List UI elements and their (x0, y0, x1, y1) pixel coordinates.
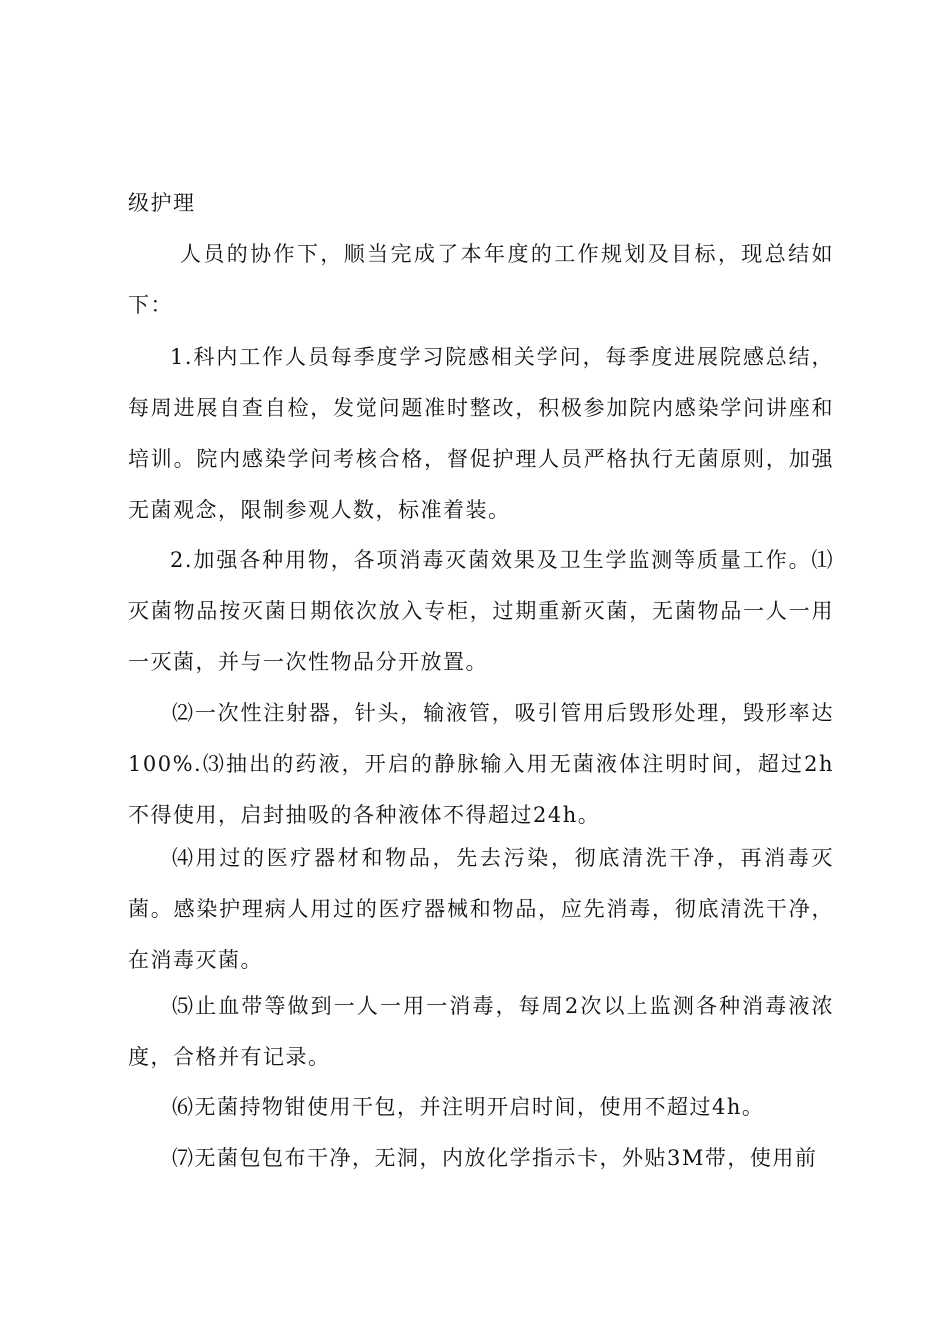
paragraph-text: ⑸止血带等做到一人一用一消毒，每周2次以上监测各种消毒液浓度，合格并有记录。 (128, 994, 834, 1069)
paragraph-text: 1.科内工作人员每季度学习院感相关学问，每季度进展院感总结，每周进展自查自检，发觉问题准时整改，积极参加院内感染学问讲座和培训。院内感染学问考核合格，督促护理人员严格执行无菌原则，加强无菌观念，限制参观人数，标准着装。 (128, 345, 834, 522)
paragraph-text: ⑵一次性注射器，针头，输液管，吸引管用后毁形处理，毁形率达100%.⑶抽出的药液，开启的静脉输入用无菌液体注明时间，超过2h不得使用，启封抽吸的各种液体不得超过24h。 (128, 701, 834, 827)
paragraph-text: ⑺无菌包包布干净，无洞，内放化学指示卡，外贴3M带，使用前 (172, 1146, 818, 1170)
document-heading (128, 178, 834, 229)
paragraph-1 (128, 229, 834, 331)
heading-text: 级护理 (128, 191, 196, 215)
paragraph-4 (128, 688, 834, 841)
paragraph-7 (128, 1082, 834, 1133)
paragraph-5 (128, 833, 834, 986)
paragraph-text: 人员的协作下，顺当完成了本年度的工作规划及目标，现总结如下： (128, 242, 834, 317)
paragraph-text: ⑹无菌持物钳使用干包，并注明开启时间，使用不超过4h。 (172, 1095, 765, 1119)
paragraph-6 (128, 981, 834, 1083)
paragraph-3 (128, 535, 834, 688)
paragraph-text: 2.加强各种用物，各项消毒灭菌效果及卫生学监测等质量工作。⑴灭菌物品按灭菌日期依次放入专柜，过期重新灭菌，无菌物品一人一用一灭菌，并与一次性物品分开放置。 (128, 548, 834, 674)
paragraph-8 (128, 1133, 834, 1184)
paragraph-2 (128, 332, 834, 536)
paragraph-text: ⑷用过的医疗器材和物品，先去污染，彻底清洗干净，再消毒灭菌。感染护理病人用过的医疗器械和物品，应先消毒，彻底清洗干净，在消毒灭菌。 (128, 846, 834, 972)
